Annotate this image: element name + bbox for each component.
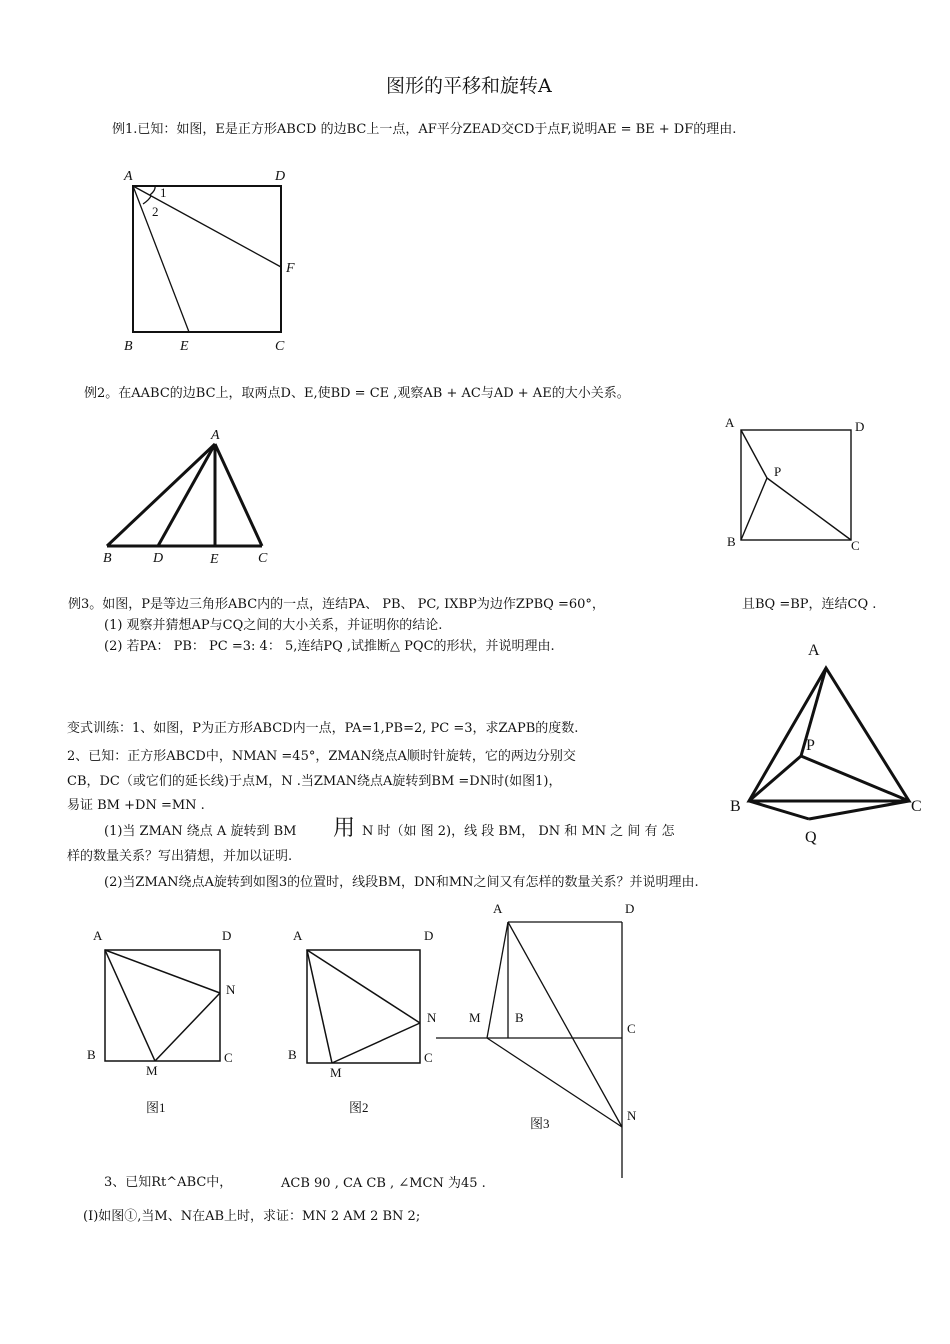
page-title: 图形的平移和旋转A: [386, 75, 552, 97]
variant-question-2: (2)当ZMAN绕点A旋转到如图3的位置时，线段BM，DN和MN之间又有怎样的数量关系？并说明理由.: [104, 875, 699, 890]
label-E: E: [180, 339, 189, 354]
label-P: P: [806, 737, 815, 754]
label-A: A: [124, 169, 133, 184]
variant-q1-part-c: 样的数量关系？写出猜想，并加以证明.: [67, 849, 293, 864]
label-N: N: [427, 1010, 437, 1025]
label-A: A: [211, 428, 220, 443]
label-C: C: [224, 1050, 233, 1065]
label-D: D: [275, 169, 286, 184]
label-D: D: [855, 419, 865, 434]
variant-line-2: 2、已知：正方形ABCD中，NMAN =45°，ZMAN绕点A顺时针旋转，它的两边分别交: [67, 749, 576, 764]
label-B: B: [103, 551, 112, 566]
label-D: D: [153, 551, 164, 566]
label-A: A: [293, 928, 303, 943]
label-N: N: [627, 1108, 637, 1123]
label-C: C: [851, 538, 860, 553]
angle-2-label: 2: [152, 204, 159, 219]
variant-line-3: CB，DC（或它们的延长线)于点M，N .当ZMAN绕点A旋转到BM =DN时(如图1)，: [67, 774, 562, 789]
example-2-text: 例2。在AABC的边BC上，取两点D、E,使BD = CE ,观察AB + AC与AD + AE的大小关系。: [84, 386, 630, 401]
example-3-text: 例3。如图，P是等边三角形ABC内的一点，连结PA、 PB、 PC, IXBP为边作ZPBQ =60°，: [68, 597, 605, 612]
item-3-line-1a: 3、已知Rt^ABC中，: [104, 1175, 233, 1190]
label-B: B: [730, 798, 741, 815]
label-C: C: [275, 339, 285, 354]
label-F: F: [286, 261, 295, 276]
label-Q: Q: [805, 829, 817, 846]
label-A: A: [808, 642, 820, 659]
figure-2-caption: 图2: [349, 1100, 369, 1115]
label-M: M: [146, 1063, 158, 1078]
variant-q1-part-b: N 时（如 图 2)，线 段 BM， DN 和 MN 之 间 有 怎: [362, 824, 675, 839]
label-D: D: [424, 928, 434, 943]
variant-line-4: 易证 BM +DN =MN .: [67, 798, 205, 813]
example-3-question-2: (2) 若PA： PB： PC =3: 4： 5,连结PQ ,试推断△ PQC的形状，并说明理由.: [104, 639, 555, 654]
label-A: A: [493, 901, 503, 916]
item-3-line-1b: ACB 90 , CA CB , ∠MCN 为45 .: [281, 1176, 486, 1191]
example-3-text-tail: 且BQ =BP，连结CQ .: [742, 597, 877, 612]
item-3-line-2: (I)如图①,当M、N在AB上时，求证：MN 2 AM 2 BN 2;: [83, 1209, 421, 1224]
figure-1-caption: 图1: [146, 1100, 166, 1115]
variant-q1-part-a: (1)当 ZMAN 绕点 A 旋转到 BM: [104, 824, 297, 839]
label-N: N: [226, 982, 236, 997]
label-D: D: [625, 901, 635, 916]
label-P: P: [774, 464, 782, 479]
label-B: B: [727, 534, 736, 549]
label-M: M: [330, 1065, 342, 1080]
label-M: M: [469, 1010, 481, 1025]
label-B: B: [515, 1010, 524, 1025]
angle-1-label: 1: [160, 185, 167, 200]
variant-line-1: 变式训练：1、如图，P为正方形ABCD内一点，PA=1,PB=2, PC =3，求ZAPB的度数.: [67, 721, 579, 736]
label-D: D: [222, 928, 232, 943]
label-C: C: [258, 551, 268, 566]
label-E: E: [210, 552, 219, 567]
example-3-question-1: (1) 观察并猜想AP与CQ之间的大小关系，并证明你的结论.: [104, 618, 443, 633]
example-1-text: 例1.已知：如图，E是正方形ABCD 的边BC上一点，AF平分ZEAD交CD于点F,说明AE = BE + DF的理由.: [112, 122, 737, 137]
label-C: C: [627, 1021, 636, 1036]
figure-3-caption: 图3: [530, 1116, 550, 1131]
label-B: B: [124, 339, 133, 354]
label-C: C: [424, 1050, 433, 1065]
label-A: A: [93, 928, 103, 943]
label-C: C: [911, 798, 922, 815]
label-A: A: [725, 415, 735, 430]
label-B: B: [288, 1047, 297, 1062]
label-B: B: [87, 1047, 96, 1062]
variant-q1-glyph: 用: [333, 816, 356, 841]
